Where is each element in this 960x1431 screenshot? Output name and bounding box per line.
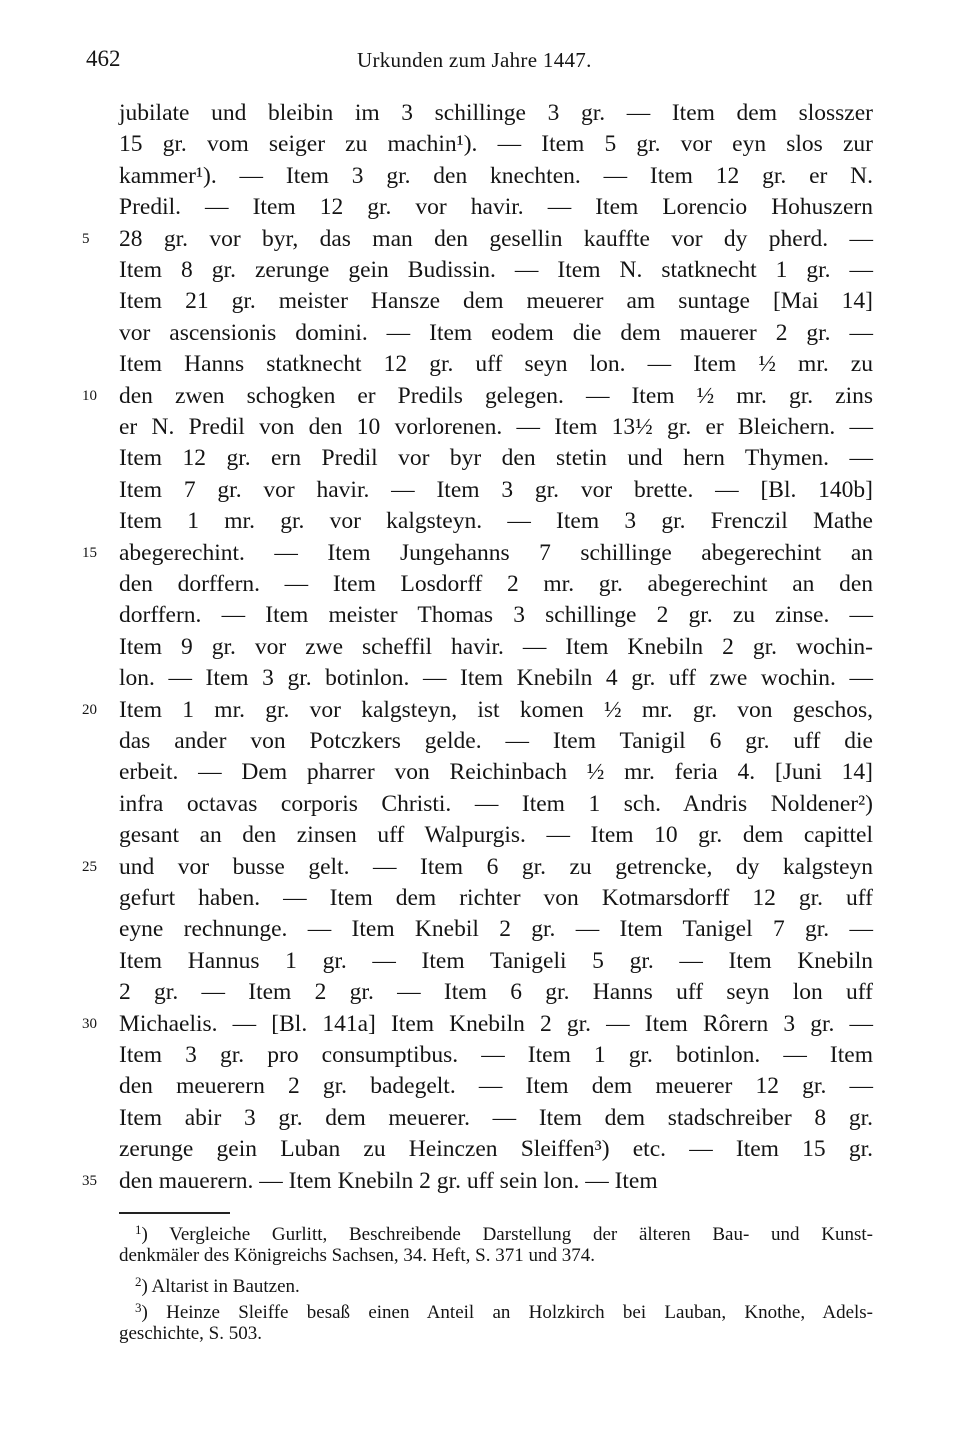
text-line: den meuerern 2 gr. badegelt. — Item dem meuerer 12 gr. — (119, 1073, 873, 1099)
text-line: Item 1 mr. gr. vor kalgsteyn. — Item 3 gr. Frenczil Mathe (119, 508, 873, 534)
text-line: den mauerern. — Item Knebiln 2 gr. uff sein lon. — Item (119, 1168, 658, 1194)
text-line: Item 9 gr. vor zwe scheffil havir. — Item Knebiln 2 gr. wochin- (119, 634, 873, 660)
text-line: Item 21 gr. meister Hansze dem meuerer am suntage [Mai 14] (119, 288, 873, 314)
text-line: Item Hannus 1 gr. — Item Tanigeli 5 gr. — Item Knebiln (119, 948, 873, 974)
text-line: Item Hanns statknecht 12 gr. uff seyn lon. — Item ½ mr. zu (119, 351, 873, 377)
text-line: Item 7 gr. vor havir. — Item 3 gr. vor brette. — [Bl. 140b] (119, 477, 873, 503)
text-line: erbeit. — Dem pharrer von Reichinbach ½ mr. feria 4. [Juni 14] (119, 759, 873, 785)
footnote-line (119, 1244, 595, 1268)
footnote-text: Vergleiche Gurlitt, Beschreibende Darstellung der älteren Bau- und Kunst- (169, 1224, 874, 1245)
footnote-text: denkmäler des Königreichs Sachsen, 34. Heft, S. 371 und 374. (119, 1245, 595, 1266)
line-number: 30 (82, 1016, 97, 1032)
line-number: 35 (82, 1173, 97, 1189)
text-line: kammer¹). — Item 3 gr. den knechten. — Item 12 gr. er N. (119, 163, 873, 189)
running-title: Urkunden zum Jahre 1447. (357, 48, 592, 72)
text-line: das ander von Potczkers gelde. — Item Tanigil 6 gr. uff die (119, 728, 873, 754)
line-number: 15 (82, 545, 97, 561)
footnote-line (135, 1270, 300, 1297)
text-line: gesant an den zinsen uff Walpurgis. — Item 10 gr. dem capittel (119, 822, 873, 848)
footnote-marker-paren: ) (141, 1224, 170, 1245)
footnote-divider (119, 1212, 230, 1214)
text-line: zerunge gein Luban zu Heinczen Sleiffen³) etc. — Item 15 gr. (119, 1136, 873, 1162)
text-line: Predil. — Item 12 gr. vor havir. — Item Lorencio Hohuszern (119, 194, 873, 220)
line-number: 20 (82, 702, 97, 718)
page-header (0, 46, 960, 80)
footnote-text: geschichte, S. 503. (119, 1323, 263, 1344)
line-number: 25 (82, 859, 97, 875)
text-line: den zwen schogken er Predils gelegen. — Item ½ mr. gr. zins (119, 383, 873, 409)
text-line: Item 12 gr. ern Predil vor byr den stetin und hern Thymen. — (119, 445, 873, 471)
footnote-line (135, 1296, 873, 1323)
footnote-marker: 1 (135, 1222, 142, 1237)
text-line: Item abir 3 gr. dem meuerer. — Item dem stadschreiber 8 gr. (119, 1105, 873, 1131)
text-line: Michaelis. — [Bl. 141a] Item Knebiln 2 gr. — Item Rôrern 3 gr. — (119, 1011, 873, 1037)
text-line: er N. Predil von den 10 vorlorenen. — Item 13½ gr. er Bleichern. — (119, 414, 873, 440)
footnote-marker-paren: ) (141, 1276, 152, 1297)
text-line: gefurt haben. — Item dem richter von Kotmarsdorff 12 gr. uff (119, 885, 873, 911)
text-line: abegerechint. — Item Jungehanns 7 schillinge abegerechint an (119, 540, 873, 566)
footnote-line (135, 1218, 874, 1245)
text-line: jubilate und bleibin im 3 schillinge 3 gr. — Item dem slosszer (119, 100, 873, 126)
text-line: 2 gr. — Item 2 gr. — Item 6 gr. Hanns uff seyn lon uff (119, 979, 873, 1005)
page-number: 462 (86, 46, 121, 71)
footnote-marker: 3 (135, 1300, 142, 1315)
text-line: 28 gr. vor byr, das man den gesellin kauffte vor dy pherd. — (119, 226, 873, 252)
text-line: dorffern. — Item meister Thomas 3 schillinge 2 gr. zu zinse. — (119, 602, 873, 628)
text-line: und vor busse gelt. — Item 6 gr. zu getrencke, dy kalgsteyn (119, 854, 873, 880)
text-line: Item 1 mr. gr. vor kalgsteyn, ist komen ½ mr. gr. von geschos, (119, 697, 873, 723)
footnote-text: Altarist in Bautzen. (151, 1276, 300, 1297)
text-line: eyne rechnunge. — Item Knebil 2 gr. — Item Tanigel 7 gr. — (119, 916, 873, 942)
footnote-text: Heinze Sleiffe besaß einen Anteil an Holzkirch bei Lauban, Knothe, Adels- (166, 1302, 873, 1323)
footnote-marker: 2 (135, 1274, 142, 1289)
text-line: lon. — Item 3 gr. botinlon. — Item Knebiln 4 gr. uff zwe wochin. — (119, 665, 873, 691)
text-line: vor ascensionis domini. — Item eodem die dem mauerer 2 gr. — (119, 320, 873, 346)
footnote-marker-paren: ) (141, 1302, 167, 1323)
text-line: infra octavas corporis Christi. — Item 1 sch. Andris Noldener²) (119, 791, 873, 817)
text-line: Item 8 gr. zerunge gein Budissin. — Item N. statknecht 1 gr. — (119, 257, 873, 283)
line-number: 5 (82, 231, 90, 247)
line-number: 10 (82, 388, 97, 404)
text-line: 15 gr. vom seiger zu machin¹). — Item 5 gr. vor eyn slos zur (119, 131, 873, 157)
footnote-line (119, 1322, 262, 1346)
text-line: Item 3 gr. pro consumptibus. — Item 1 gr. botinlon. — Item (119, 1042, 873, 1068)
text-line: den dorffern. — Item Losdorff 2 mr. gr. abegerechint an den (119, 571, 873, 597)
